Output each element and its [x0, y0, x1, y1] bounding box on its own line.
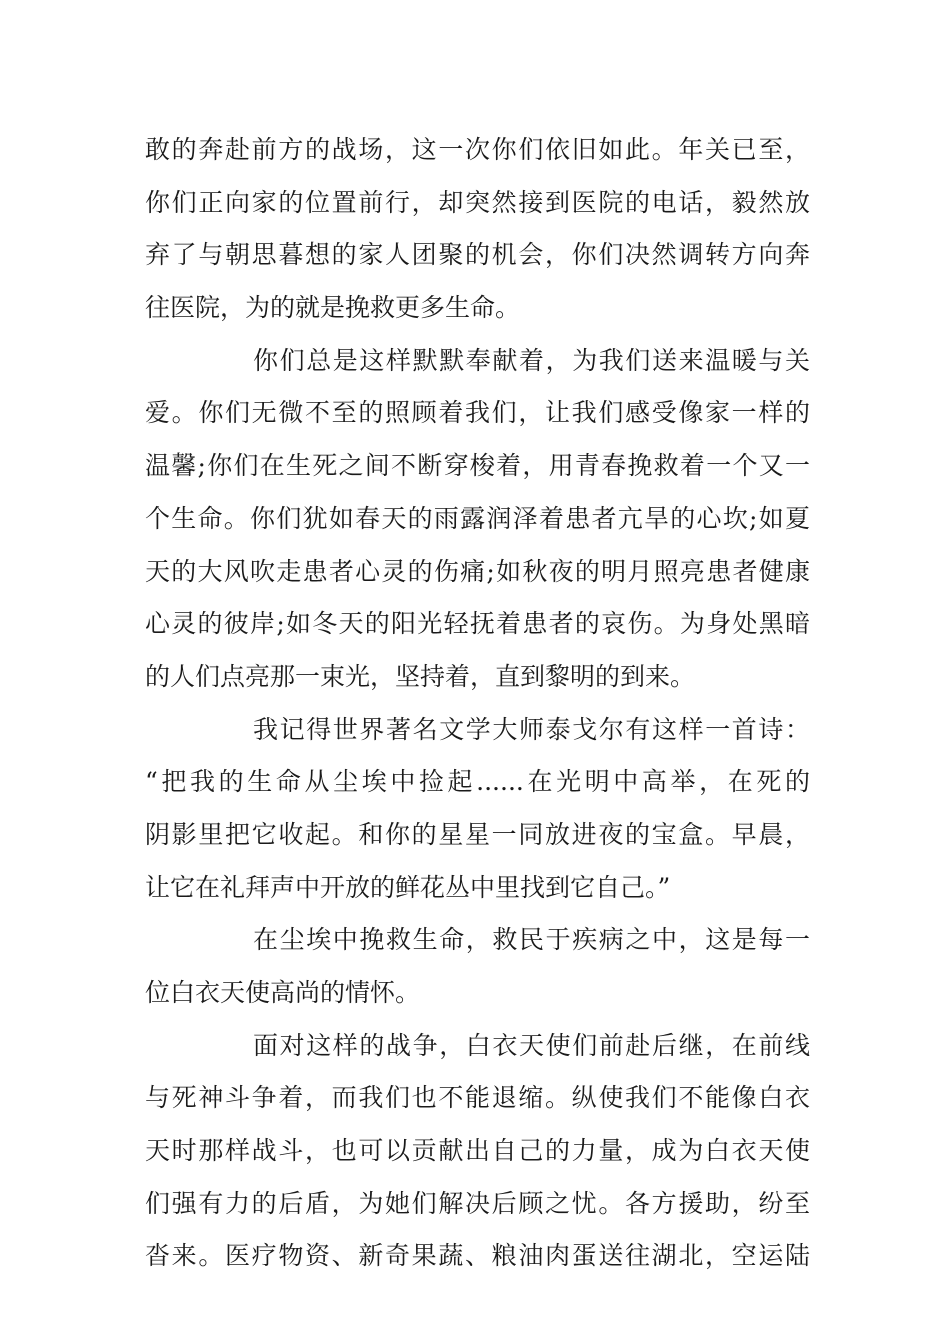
- document-body: [145, 124, 810, 1283]
- text-line: 阴影里把它收起。和你的星星一同放进夜的宝盒。早晨，: [145, 819, 810, 849]
- text-line: 往医院，为的就是挽救更多生命。: [145, 293, 521, 323]
- text-line: 让它在礼拜声中开放的鲜花丛中里找到它自己。”: [145, 872, 671, 902]
- text-line: “把我的生命从尘埃中捡起......在光明中高举，在死的: [145, 767, 810, 797]
- text-line: 位白衣天使高尚的情怀。: [145, 978, 421, 1007]
- text-line: 天的大风吹走患者心灵的伤痛;如秋夜的明月照亮患者健康: [145, 556, 810, 586]
- text-line: 爱。你们无微不至的照顾着我们，让我们感受像家一样的: [145, 398, 810, 428]
- text-line: 个生命。你们犹如春天的雨露润泽着患者亢旱的心坎;如夏: [145, 503, 810, 533]
- text-line: 们强有力的后盾，为她们解决后顾之忧。各方援助，纷至: [145, 1188, 810, 1218]
- text-line: 温馨;你们在生死之间不断穿梭着，用青春挽救着一个又一: [145, 451, 810, 481]
- paragraph-first-line: 在尘埃中挽救生命，救民于疾病之中，这是每一: [253, 925, 810, 955]
- text-line: 心灵的彼岸;如冬天的阳光轻抚着患者的哀伤。为身处黑暗: [145, 609, 810, 639]
- text-line: 弃了与朝思暮想的家人团聚的机会，你们决然调转方向奔: [145, 240, 810, 270]
- text-line: 天时那样战斗，也可以贡献出自己的力量，成为白衣天使: [145, 1136, 810, 1166]
- text-line: 与死神斗争着，而我们也不能退缩。纵使我们不能像白衣: [145, 1083, 810, 1113]
- text-line: 敢的奔赴前方的战场，这一次你们依旧如此。年关已至，: [145, 135, 810, 164]
- paragraph-first-line: 面对这样的战争，白衣天使们前赴后继，在前线: [253, 1030, 810, 1060]
- text-line: 的人们点亮那一束光，坚持着，直到黎明的到来。: [145, 661, 696, 691]
- text-line: 你们正向家的位置前行，却突然接到医院的电话，毅然放: [145, 187, 810, 217]
- paragraph-first-line: 我记得世界著名文学大师泰戈尔有这样一首诗：: [253, 714, 810, 744]
- text-line: 沓来。医疗物资、新奇果蔬、粮油肉蛋送往湖北，空运陆: [145, 1241, 810, 1271]
- paragraph-first-line: 你们总是这样默默奉献着，为我们送来温暖与关: [253, 345, 810, 375]
